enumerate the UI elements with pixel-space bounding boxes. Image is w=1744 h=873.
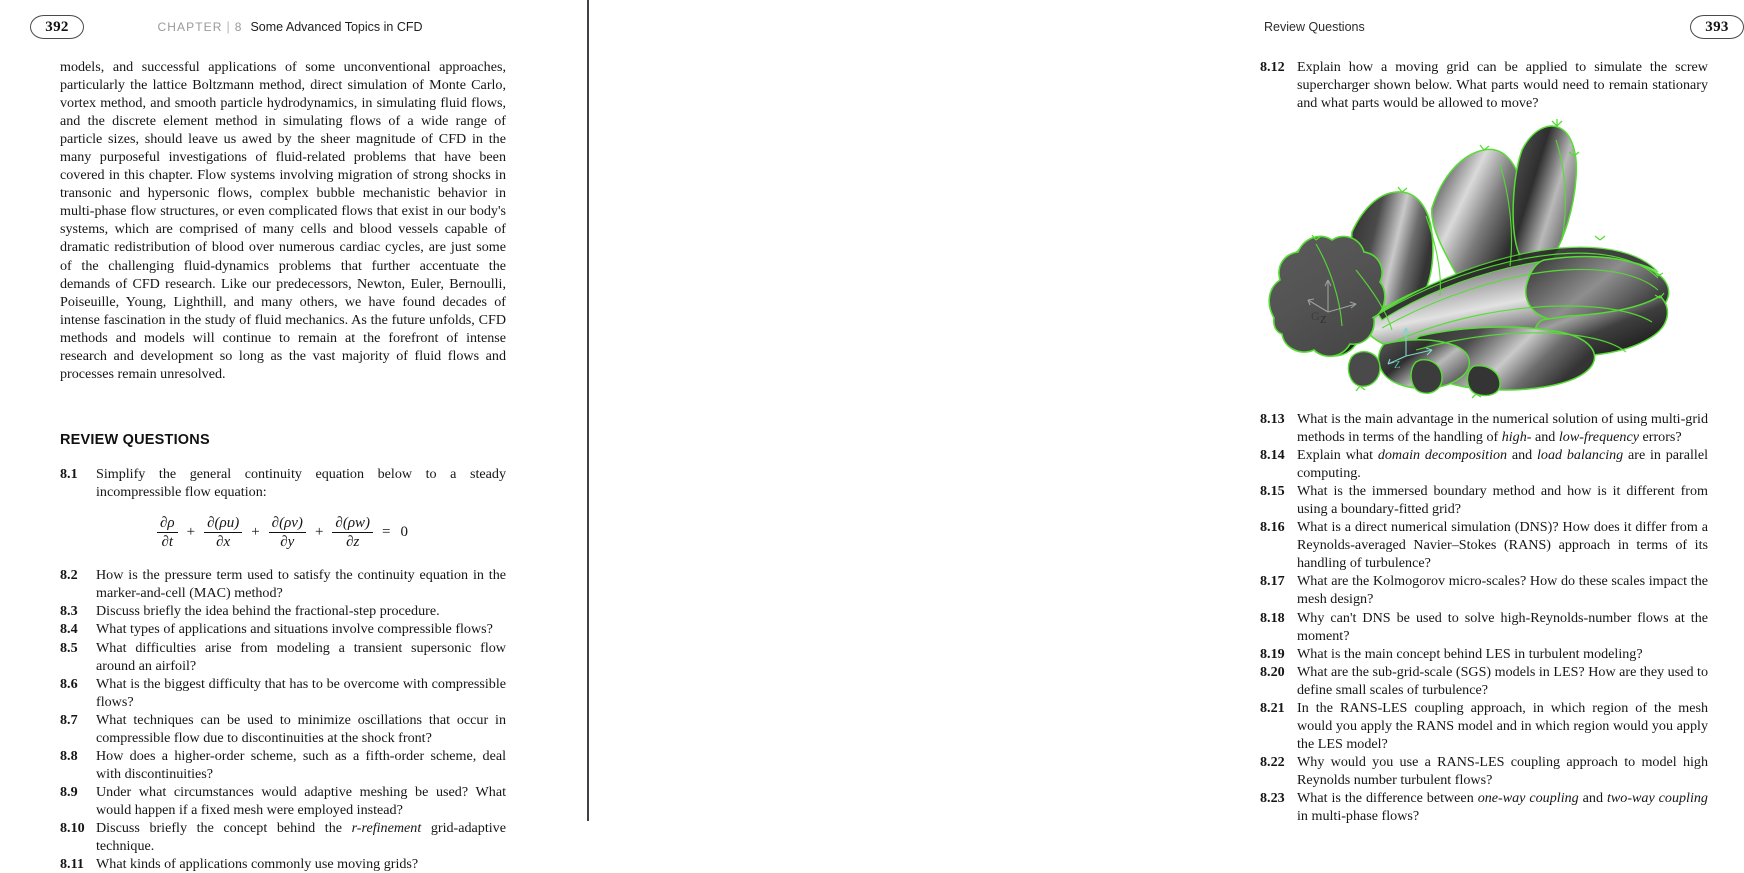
equation-equals: = [382, 524, 391, 541]
list-item [60, 675, 506, 711]
list-item [1260, 753, 1708, 789]
list-item [60, 465, 506, 501]
screw-supercharger-figure [1260, 120, 1712, 398]
question-text-run: are in parallel computing. [1297, 447, 1709, 482]
equation-operator: + [314, 524, 324, 541]
list-item [60, 855, 506, 873]
question-text: Why would you use a RANS-LES coupling approach to model high Reynolds number turbulent flows? [1297, 753, 1708, 788]
review-questions-heading: REVIEW QUESTIONS [60, 431, 210, 448]
question-text-run: and [1531, 429, 1559, 446]
question-number: 8.16 [1260, 519, 1285, 536]
section-running-title: Review Questions [1264, 20, 1365, 34]
equation-denominator: ∂t [161, 534, 174, 551]
question-number: 8.4 [60, 621, 78, 638]
page-left-392 [0, 0, 588, 873]
question-text: How is the pressure term used to satisfy the continuity equation in the marker-and-cell (MAC) method? [96, 567, 506, 602]
question-number: 8.17 [1260, 573, 1285, 590]
question-text: What is the immersed boundary method and how is it different from using a boundary-fitted grid? [1297, 483, 1708, 518]
question-number: 8.2 [60, 567, 78, 584]
list-item [60, 639, 506, 675]
question-text [90, 819, 506, 855]
question-text: What are the sub-grid-scale (SGS) models in LES? How are they used to define small scales of turbulence? [1297, 663, 1708, 698]
emphasis-term: domain decomposition [1377, 447, 1508, 464]
running-head-left [30, 14, 550, 40]
question-number: 8.23 [1260, 789, 1285, 806]
equation-rhs: 0 [400, 524, 408, 541]
question-text-run: and [1578, 789, 1607, 806]
question-text: Why can't DNS be used to solve high-Reynolds-number flows at the moment? [1297, 609, 1708, 644]
equation-operator: + [186, 524, 196, 541]
list-item [1260, 645, 1708, 663]
axis-label-z-2: Z [1394, 360, 1401, 371]
list-item [60, 620, 506, 638]
rotor-root-tooth-2 [1411, 360, 1442, 394]
question-text-run: Explain what [1297, 447, 1378, 464]
list-item [60, 566, 506, 602]
question-text: What is a direct numerical simulation (DNS)? How does it differ from a Reynolds-averaged Navier–Stokes (RANS) approach in terms of its handling of turbulence? [1297, 519, 1708, 572]
running-head-right [1264, 14, 1744, 40]
question-number: 8.8 [60, 747, 78, 764]
question-number: 8.11 [60, 856, 84, 873]
question-number: 8.14 [1260, 447, 1285, 464]
text-block-left [60, 58, 506, 873]
question-text: How does a higher-order scheme, such as a fifth-order scheme, deal with discontinuities? [96, 747, 506, 782]
question-number: 8.7 [60, 711, 78, 728]
question-number: 8.6 [60, 675, 78, 692]
question-text: What techniques can be used to minimize oscillations that occur in compressible flow due to discontinuities at the shock front? [96, 711, 506, 746]
axis-label-z-1: Z [1320, 315, 1327, 326]
question-list-right-top [1260, 58, 1708, 112]
review-questions-heading-wrap [60, 432, 506, 448]
page-right-393 [588, 0, 1729, 825]
question-text-run: grid-adaptive technique. [96, 819, 506, 855]
question-text: In the RANS-LES coupling approach, in which region of the mesh would you apply the RANS model and in which region would you apply the LES model? [1297, 699, 1708, 752]
question-text: What is the main concept behind LES in turbulent modeling? [1297, 645, 1643, 662]
question-number: 8.22 [1260, 753, 1285, 770]
axis-label-G: G [1311, 309, 1320, 323]
question-text: What difficulties arise from modeling a transient supersonic flow around an airfoil? [96, 639, 506, 674]
question-number: 8.10 [60, 819, 85, 836]
chapter-running-title [157, 20, 476, 34]
list-item [1260, 518, 1708, 572]
question-text-run: in multi-phase flows? [1297, 808, 1420, 825]
rotor-root-tooth-1 [1348, 352, 1380, 387]
list-item [1260, 410, 1708, 446]
question-number: 8.21 [1260, 699, 1285, 716]
question-text-run: Discuss briefly the concept behind the [96, 819, 352, 836]
question-text [1294, 789, 1708, 825]
folio-392: 392 [30, 15, 84, 39]
equation-numerator: ∂(ρu) [204, 515, 242, 533]
equation-denominator: ∂x [216, 534, 231, 551]
equation-term-3 [268, 515, 307, 550]
list-item [1260, 482, 1708, 518]
equation-operator: + [251, 524, 260, 541]
question-text-run: errors? [1638, 429, 1682, 446]
question-number: 8.12 [1260, 59, 1285, 75]
equation-numerator: ∂(ρv) [269, 515, 306, 533]
list-item [60, 783, 506, 819]
question-number: 8.19 [1260, 645, 1285, 662]
list-item [1260, 572, 1708, 608]
emphasis-term: high- [1501, 429, 1532, 446]
question-text: Explain how a moving grid can be applied to simulate the screw supercharger shown below. What parts would need to remain stationary and what parts would be allowed to move? [1297, 59, 1708, 112]
emphasis-term: load balancing [1537, 447, 1624, 464]
question-number: 8.9 [60, 783, 78, 800]
emphasis-term: one-way coupling [1477, 789, 1579, 806]
list-item [1260, 663, 1708, 699]
list-item [1260, 609, 1708, 645]
question-list-left [60, 465, 506, 501]
question-text [1294, 446, 1708, 482]
question-text: Simplify the general continuity equation below to a steady incompressible flow equation: [96, 465, 506, 500]
chapter-word: CHAPTER [157, 20, 223, 34]
question-text [1294, 410, 1708, 446]
question-text: What is the biggest difficulty that has to be overcome with compressible flows? [96, 675, 506, 710]
continuity-equation [60, 515, 506, 550]
question-text-run: What is the main advantage in the numerical solution of using multi-grid methods in terms of the handling of [1297, 411, 1708, 446]
list-item [60, 602, 506, 620]
equation-denominator: ∂z [346, 534, 360, 551]
rotor-end-face-cloverleaf [1269, 236, 1385, 356]
closing-paragraph: models, and successful applications of some unconventional approaches, particularly the lattice Boltzmann method, direct simulation of Monte Carlo, vortex method, and smooth particle hydrodynamics, in simulating fluid flows, and the discrete element method in simulating flows of a wide range of particle sizes, should leave us awed by the sheer magnitude of CFD in the many purposeful investigations of fluid-related problems that have been covered in this chapter. Flow systems involving migration of strong shocks in transonic and hypersonic flows, complex bubble mechanistic behavior in multi-phase flow structures, or even complicated flows that exist in our body's systems, which are comprised of many cells and blood vessels capable of dramatic redistribution of blood over numerous cardiac cycles, are just some of the challenging fluid-dynamics problems that further accentuate the demands of CFD research. Like our predecessors, Newton, Euler, Bernoulli, Poiseuille, Young, Lighthill, and many others, we have found decades of intense fascination in the study of fluid mechanics. As the future unfolds, CFD methods and models will continue to remain at the forefront of intense research and development so long as the vast majority of fluid flows and processes remain unresolved. [60, 59, 506, 382]
equation-term-1 [156, 515, 179, 550]
emphasis-term: r-refinement [351, 819, 422, 836]
list-item [60, 711, 506, 747]
question-number: 8.3 [60, 603, 78, 620]
question-number: 8.5 [60, 639, 78, 656]
rotor-body [1269, 119, 1668, 398]
question-number: 8.1 [60, 465, 78, 482]
chapter-separator: | [226, 20, 230, 34]
question-text: Under what circumstances would adaptive meshing be used? What would happen if a fixed mesh were employed instead? [96, 783, 506, 818]
emphasis-term: two-way coupling [1606, 789, 1708, 806]
emphasis-term: low-frequency [1558, 429, 1639, 446]
chapter-number: 8 [234, 20, 242, 34]
text-block-right-top [1260, 58, 1708, 112]
equation-denominator: ∂y [280, 534, 295, 551]
question-number: 8.15 [1260, 483, 1285, 500]
list-item [1260, 58, 1708, 112]
list-item [60, 819, 506, 855]
question-number: 8.20 [1260, 663, 1285, 680]
folio-393: 393 [1690, 15, 1744, 39]
question-text-run: What is the difference between [1297, 789, 1478, 806]
equation-term-4 [331, 515, 374, 550]
question-text: Discuss briefly the idea behind the fractional-step procedure. [96, 603, 440, 620]
equation-numerator: ∂(ρw) [332, 515, 373, 533]
equation-term-2 [203, 515, 243, 550]
question-number: 8.18 [1260, 609, 1285, 626]
question-list-right-bottom [1260, 410, 1708, 825]
list-item [1260, 789, 1708, 825]
list-item [1260, 446, 1708, 482]
question-number: 8.13 [1260, 411, 1285, 427]
question-text: What are the Kolmogorov micro-scales? How do these scales impact the mesh design? [1297, 573, 1708, 608]
list-item [60, 747, 506, 783]
chapter-title: Some Advanced Topics in CFD [250, 20, 423, 34]
equation-numerator: ∂ρ [157, 515, 178, 533]
question-text: What types of applications and situations involve compressible flows? [96, 621, 493, 638]
list-item [1260, 699, 1708, 753]
question-list-left-continued [60, 566, 506, 873]
text-block-right-bottom [1260, 410, 1708, 825]
question-text: What kinds of applications commonly use moving grids? [96, 856, 419, 873]
question-text-run: and [1507, 447, 1538, 464]
screw-supercharger-render [1260, 120, 1712, 398]
